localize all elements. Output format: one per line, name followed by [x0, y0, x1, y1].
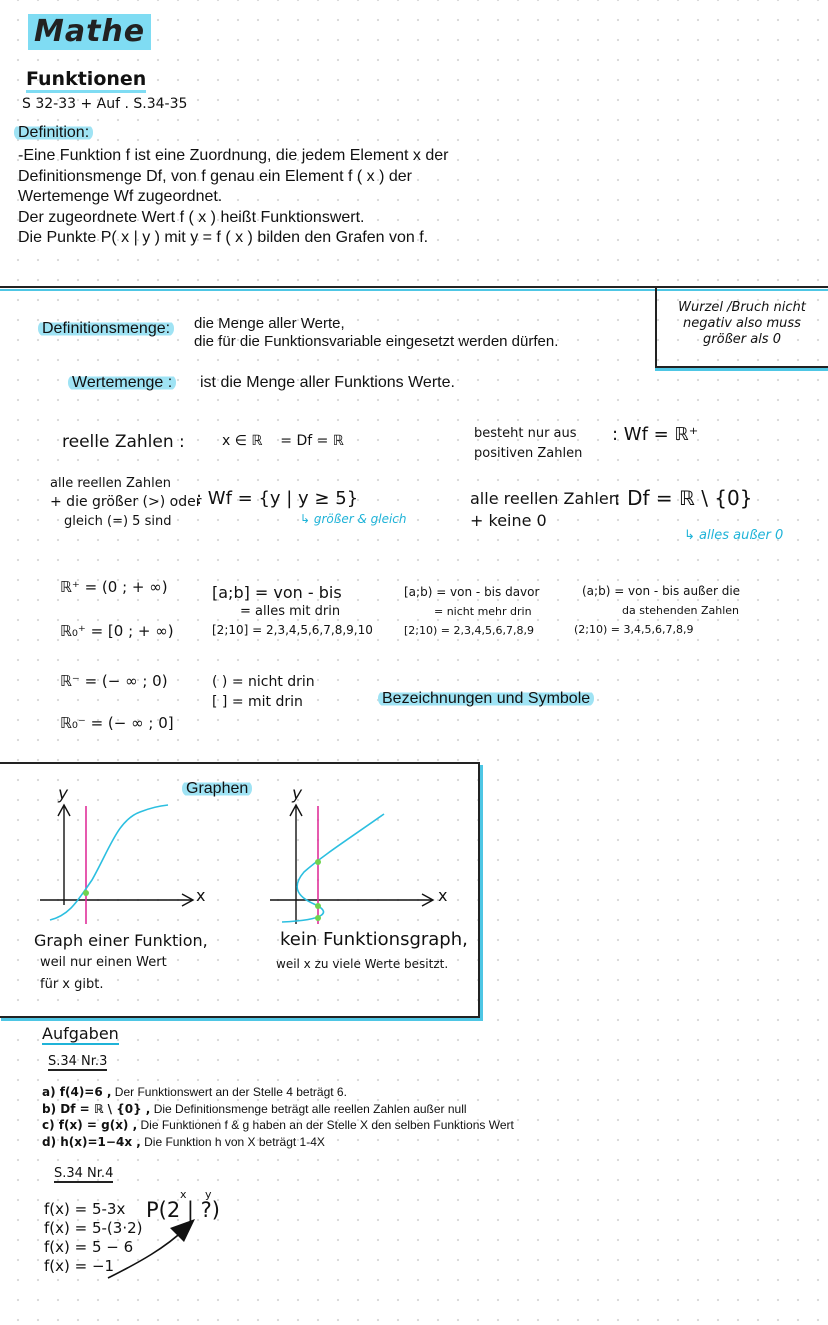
- task-ref-nr3: S.34 Nr.3: [48, 1054, 108, 1069]
- right-graph-y-label: y: [292, 784, 303, 804]
- half-line: [2;10) = 2,3,4,5,6,7,8,9: [404, 624, 534, 637]
- arrow-icon: ↳: [684, 528, 700, 543]
- right-graph: [270, 805, 433, 924]
- closed-line: [a;b] = von - bis: [212, 583, 342, 602]
- left-intersection-point: [83, 890, 89, 896]
- definitionsmenge-label: Definitionsmenge:: [38, 320, 174, 338]
- calc-line: f(x) = −1: [44, 1257, 115, 1275]
- task-formula: c) f(x) = g(x) ,: [42, 1118, 138, 1132]
- point-y-label: y: [205, 1188, 212, 1201]
- calc-line: f(x) = 5-(3·2): [44, 1219, 143, 1237]
- task-item: [42, 1117, 514, 1134]
- open-line: (2;10) = 3,4,5,6,7,8,9: [574, 623, 694, 636]
- task-list: [42, 1084, 514, 1150]
- not0-note: ↳ alles außer 0: [684, 528, 784, 543]
- symbols-heading: Bezeichnungen und Symbole: [378, 690, 594, 708]
- reelle-zahlen-label: reelle Zahlen :: [62, 432, 185, 452]
- definition-line: Die Punkte P( x | y ) mit y = f ( x ) bilden den Grafen von f.: [18, 229, 429, 246]
- paren-note: ( ) = nicht drin: [212, 674, 315, 690]
- positiv-line: besteht nur aus: [474, 426, 577, 441]
- left-graph-y-label: y: [58, 784, 69, 804]
- left-graph: [40, 805, 193, 924]
- right-graph-caption: [276, 928, 468, 976]
- task-item: [42, 1101, 514, 1118]
- notebook-title: Mathe: [28, 14, 151, 50]
- definition-line: Definitionsmenge Df, von f genau ein Element f ( x ) der: [18, 167, 412, 185]
- topic-heading: Funktionen: [26, 68, 146, 90]
- r-plus: ℝ⁺ = (0 ; + ∞): [60, 578, 168, 596]
- arrow-icon: ↳: [300, 512, 314, 526]
- task-item: [42, 1134, 514, 1151]
- not0-line: alle reellen Zahlen: [470, 489, 619, 508]
- open-line: (a;b) = von - bis außer die: [582, 584, 741, 598]
- caption-line: für x gibt.: [40, 977, 104, 992]
- calc-line: f(x) = 5-3x: [44, 1200, 126, 1218]
- page-reference: S 32-33 + Auf . S.34-35: [22, 96, 188, 112]
- right-graph-x-label: x: [438, 886, 448, 905]
- caption-line: Graph einer Funktion,: [34, 931, 208, 950]
- task-text: Die Funktion h von X beträgt 1-4X: [144, 1134, 325, 1149]
- caption-line: weil nur einen Wert: [40, 955, 167, 970]
- open-line: da stehenden Zahlen: [622, 604, 740, 617]
- task-text: Die Funktionen f & g haben an der Stelle X den selben Funktions Wert: [140, 1118, 514, 1132]
- ge5-line: alle reellen Zahlen: [50, 476, 171, 491]
- calculation: [44, 1200, 142, 1276]
- not0-formula: : Df = ℝ \ {0}: [614, 486, 753, 510]
- closed-line: = alles mit drin: [240, 604, 341, 619]
- graphs-heading: Graphen: [182, 780, 252, 798]
- ge5-note: ↳ größer & gleich: [300, 512, 407, 526]
- r-minus: ℝ⁻ = (− ∞ ; 0): [60, 672, 168, 690]
- task-text: Der Funktionswert an der Stelle 4 beträgt 6.: [114, 1085, 347, 1099]
- note-line: größer als 0: [703, 332, 781, 347]
- task-item: [42, 1084, 514, 1101]
- right-relation-curve: [282, 814, 384, 922]
- wertemenge-text: ist die Menge aller Funktions Werte.: [200, 374, 455, 391]
- positiv-formula: : Wf = ℝ⁺: [612, 424, 699, 445]
- definition-label: Definition:: [14, 124, 93, 142]
- r0-plus: ℝ₀⁺ = [0 ; + ∞): [60, 622, 174, 640]
- tasks-heading: Aufgaben: [42, 1024, 119, 1043]
- note-line: negativ also muss: [683, 316, 801, 331]
- calc-line: f(x) = 5 − 6: [44, 1238, 134, 1256]
- right-intersection-point: [315, 903, 321, 909]
- definition-line: Der zugeordnete Wert f ( x ) heißt Funktionswert.: [18, 208, 365, 226]
- ge5-formula: : Wf = {y | y ≥ 5}: [196, 488, 359, 509]
- ge5-line: + die größer (>) oder: [50, 494, 202, 510]
- task-formula: d) h(x)=1−4x ,: [42, 1134, 141, 1149]
- left-graph-x-label: x: [196, 886, 206, 905]
- definitionsmenge-line: die für die Funktionsvariable eingesetzt werden dürfen.: [194, 333, 559, 350]
- r0-minus: ℝ₀⁻ = (− ∞ ; 0]: [60, 714, 174, 732]
- definitionsmenge-line: die Menge aller Werte,: [194, 315, 345, 332]
- point-x-label: x: [180, 1188, 187, 1201]
- task-text: Die Definitionsmenge beträgt alle reellen Zahlen außer null: [153, 1101, 467, 1116]
- positiv-line: positiven Zahlen: [474, 446, 583, 461]
- closed-line: [2;10] = 2,3,4,5,6,7,8,9,10: [212, 623, 373, 637]
- not0-line: + keine 0: [470, 511, 547, 530]
- task-ref-nr4: S.34 Nr.4: [54, 1166, 114, 1181]
- right-intersection-point: [315, 859, 321, 865]
- right-intersection-point: [315, 915, 321, 921]
- left-graph-caption: [34, 930, 208, 996]
- task-formula: b) Df = ℝ \ {0} ,: [42, 1101, 151, 1116]
- definition-line: Wertemenge Wf zugeordnet.: [18, 188, 223, 205]
- ge5-line: gleich (=) 5 sind: [64, 514, 172, 529]
- point-notation: P(2 | ?): [146, 1198, 220, 1222]
- definition-line: -Eine Funktion f ist eine Zuordnung, die jedem Element x der: [18, 147, 449, 164]
- reelle-zahlen-formula: x ∈ ℝ = Df = ℝ: [222, 433, 344, 449]
- wertemenge-label: Wertemenge :: [68, 374, 176, 392]
- task-formula: a) f(4)=6 ,: [42, 1085, 112, 1099]
- half-line: = nicht mehr drin: [434, 605, 532, 618]
- caption-line: kein Funktionsgraph,: [280, 929, 468, 950]
- note-line: Wurzel /Bruch nicht: [678, 300, 806, 315]
- left-function-curve: [50, 805, 168, 920]
- paren-note: [ ] = mit drin: [212, 694, 303, 710]
- half-line: [a;b) = von - bis davor: [404, 585, 540, 599]
- caption-line: weil x zu viele Werte besitzt.: [276, 957, 449, 971]
